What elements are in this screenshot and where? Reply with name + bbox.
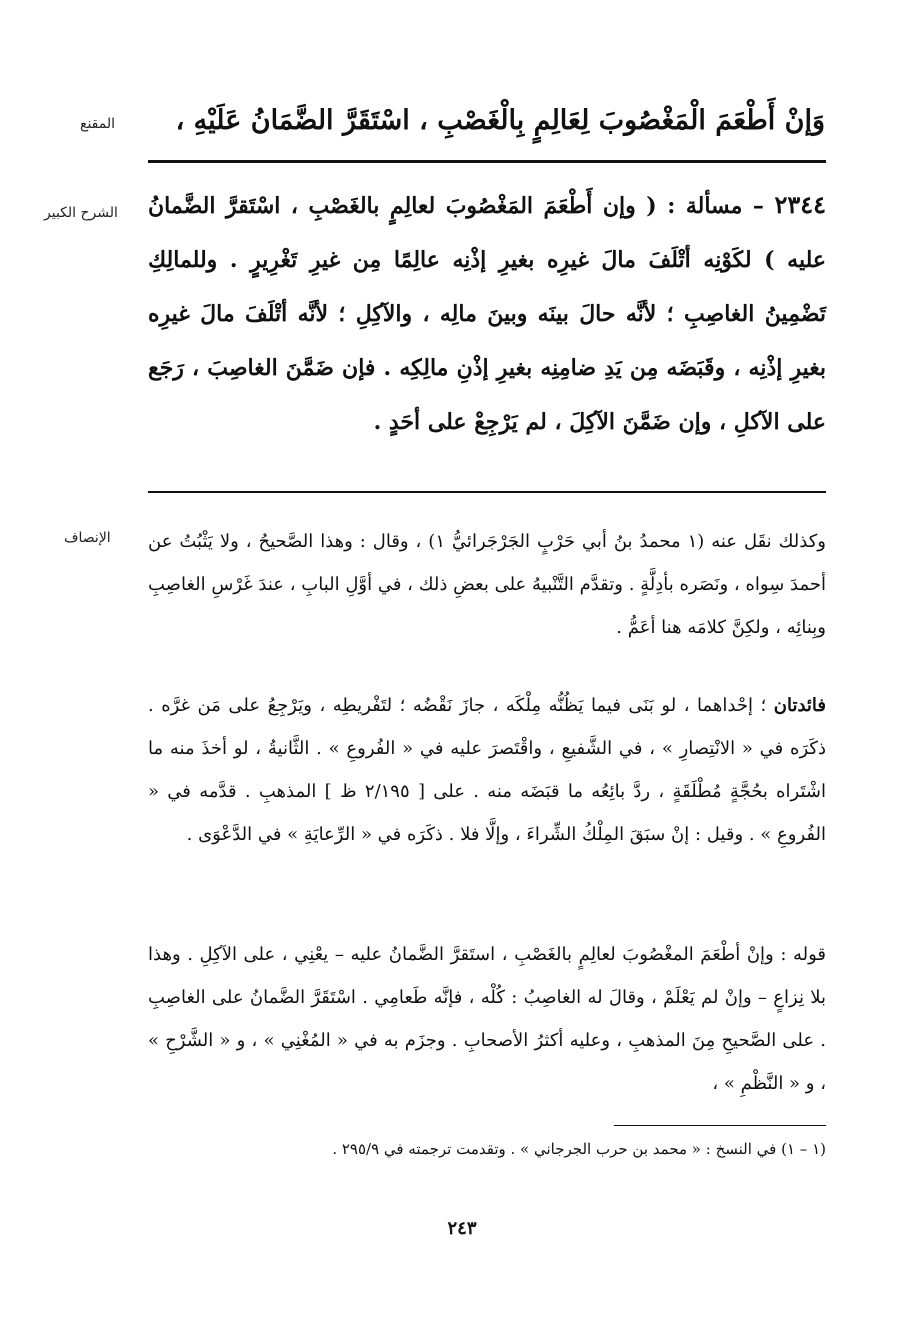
faidatan-heading: فائدتان xyxy=(773,695,826,716)
masala-body: – مسألة : ( وإن أَطْعَمَ المَغْصُوبَ لعالِمٍ بالغَصْبِ ، اسْتَقرَّ الضَّمانُ عليه ) لكَوْنِه أتْلَفَ مالَ غيرِه بغيرِ إذْنِه عالِمًا مِن غيرِ تَغْرِيرٍ . وللمالِكِ تَضْمِينُ الغاصِبِ ؛ لأنَّه حالَ بينَه وبينَ مالِه ، والآكِلِ ؛ لأنَّه أتْلَفَ مالَ غيرِه بغيرِ إذْنِه ، وقَبَضَه مِن يَدِ ضامِنِه بغيرِ إذْنِ مالِكِه . فإن ضَمَّنَ الغاصِبَ ، رَجَع على الآكلِ ، وإن ضَمَّنَ الآكِلَ ، لم يَرْجِعْ على أحَدٍ . xyxy=(148,193,826,435)
page-number: ٢٤٣ xyxy=(447,1218,477,1239)
sharh-text xyxy=(148,178,826,449)
sharh-label: الشرح الكبير xyxy=(44,205,118,221)
faidatan-body: ؛ إحْداهما ، لو بَنَى فيما يَظُنُّه مِلْكَه ، جازَ نَقْضُه ؛ لتَفْريطِه ، ويَرْجِعُ على مَن غرَّه . ذكَرَه في « الانْتِصارِ » ، في الشَّفيعِ ، واقْتَصرَ عليه في « الفُروعِ » . الثَّانيةُ ، لو أخذَ منه ما اشْتَراه بحُجَّةٍ مُطْلَقَةٍ ، ردَّ بائِعُه ما قبَضَه منه . على [ ٢/١٩٥ ظ ] المذهبِ . قدَّمه في « الفُروعِ » . وقيل : إنْ سبَقَ المِلْكُ الشِّراءَ ، وإلَّا فلا . ذكَرَه في « الرِّعايَةِ » في الدَّعْوَى . xyxy=(148,695,826,845)
top-divider xyxy=(148,160,826,163)
middle-divider xyxy=(148,491,826,493)
insaf-paragraph-1: وكذلك نقَل عنه (١ محمدُ بنُ أبي حَرْبٍ الجَرْجَرائيُّ ١) ، وقال : وهذا الصَّحيحُ ، ولا يَثْبُتُ عن أحمدَ سِواه ، ونَصَره بأدِلَّةٍ . وتقدَّم التَّنْبيهُ على بعضِ ذلك ، في أوَّلِ البابِ ، عندَ غَرْسِ الغاصِبِ وبِنائِه ، ولكِنَّ كلامَه هنا أعَمُّ . xyxy=(148,531,826,638)
insaf-label: الإنصاف xyxy=(64,530,111,546)
footnote-divider xyxy=(614,1125,826,1126)
muqni-label: المقنع xyxy=(80,116,116,132)
insaf-paragraph-3: قوله : وإنْ أطْعَمَ المغْصُوبَ لعالِمٍ بالغَصْبِ ، استَقرَّ الضَّمانُ عليه – يعْنِي ، على الآكِلِ . وهذا بلا نِزاعٍ – وإنْ لم يَعْلَمْ ، وقالَ له الغاصِبُ : كُلْه ، فإنَّه طَعامِي . اسْتَقَرَّ الضَّمانُ على الغاصِبِ . على الصَّحيحِ مِنَ المذهبِ ، وعليه أكثرُ الأصحابِ . وجزَم به في « المُغْنِي » ، و « الشَّرْحِ » ، و « النَّظْمِ » ، xyxy=(148,944,826,1094)
muqni-text: وَإنْ أَطْعَمَ الْمَغْصُوبَ لِعَالِمٍ بِالْغَصْبِ ، اسْتَقَرَّ الضَّمَانُ عَلَيْهِ ، xyxy=(175,105,825,136)
footnote: (١ – ١) في النسخ : « محمد بن حرب الجرجاني » . وتقدمت ترجمته في ٢٩٥/٩ . xyxy=(332,1140,826,1158)
masala-number: ٢٣٤٤ xyxy=(774,190,826,219)
insaf-paragraph-2 xyxy=(148,684,826,856)
